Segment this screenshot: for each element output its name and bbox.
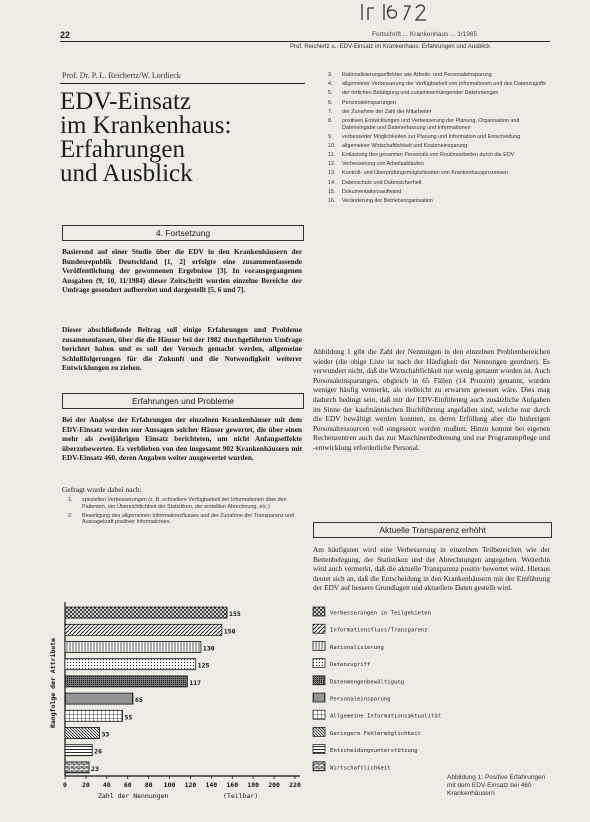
- intro-paragraph-2: Dieser abschließende Beitrag soll einige Erfahrungen und Probleme zusammenfassen, über die die Häuser bei der 1982 durchgeführten Umfrage berichtet haben und es soll der Versuch gemacht werden, allgemeine Schlußfolgerungen für die Zukunft und die Notwendigkeit weiterer Entwicklungen zu ziehen.: [62, 325, 302, 373]
- page-number: 22: [60, 30, 71, 40]
- chart-bar: [65, 762, 89, 773]
- list-item-number: 2.: [68, 512, 73, 519]
- left-question-list: [68, 497, 296, 529]
- chart-legend-label: Wirtschaftlichkeit: [330, 765, 391, 772]
- chart-x-tick-label: 80: [144, 781, 153, 789]
- article-title: [60, 90, 310, 186]
- chart-bar: [65, 642, 201, 653]
- journal-header: Fortschrift ... Krankenhaus ... 1/1985: [372, 31, 478, 38]
- chart-bar: [65, 659, 196, 670]
- list-item-text: Dokumentationsaufwand: [342, 188, 402, 195]
- figure-1-chart: [45, 598, 550, 803]
- title-line: und Ausblick: [60, 160, 193, 187]
- chart-legend-swatch: [313, 727, 325, 736]
- chart-x-tick-label: 120: [184, 781, 197, 789]
- list-item-number: 14.: [328, 179, 336, 186]
- chart-bar-value-label: 65: [134, 696, 143, 705]
- list-item-text: Entlastung des gesamten Personals von Routinearbeiten durch die EDV: [342, 152, 515, 159]
- header-rule: [60, 41, 550, 42]
- chart-x-tick-label: 180: [247, 781, 260, 789]
- list-item-text: der örtlichen Betätigung und zusammenhängender Datenmengen: [342, 90, 499, 97]
- chart-x-tick-label: 200: [268, 781, 280, 789]
- chart-x-tick-label: 140: [205, 781, 218, 789]
- list-item-number: 10.: [328, 142, 336, 149]
- chart-bar-value-label: 55: [124, 713, 133, 722]
- chart-legend-label: Personaleinsparung: [330, 696, 391, 703]
- list-item-text: der Zunahme der Zahl der Mitarbeiter: [342, 108, 432, 115]
- continuation-box: 4. Fortsetzung: [62, 225, 304, 241]
- list-item-text: Rationalisierungseffekten wie Arbeits- und Personaleinsparung: [342, 72, 492, 78]
- chart-legend-swatch: [313, 693, 325, 702]
- chart-bar-value-label: 23: [91, 764, 99, 773]
- chart-x-tick-label: 0: [63, 781, 67, 789]
- list-item-number: 1.: [68, 497, 73, 503]
- list-item-number: 9.: [328, 133, 333, 140]
- chart-legend-label: Rationalisierung: [330, 644, 384, 651]
- list-item-text: Personaleinsparungen: [342, 99, 396, 106]
- list-item: [328, 109, 550, 116]
- handwritten-note: [358, 0, 448, 24]
- list-item-text: speziellen Verbesserungen (z. B. schnellere Verfügbarkeit der Informationen über den Patienten, der Übersichtlichkeit der Statistiken, der erstellten Abrechnung, etc.): [82, 497, 287, 510]
- list-item: [328, 72, 550, 79]
- list-item: [328, 134, 550, 141]
- chart-legend-label: Datenzugriff: [330, 662, 371, 669]
- list-item: [328, 170, 550, 177]
- authors-rule: [60, 83, 305, 84]
- list-item-text: Verbesserung von Arbeitsabläufen: [342, 161, 425, 168]
- list-item: [328, 189, 550, 196]
- list-item-number: 13.: [328, 170, 336, 177]
- chart-y-axis-label: Rangfolge der Attribute: [49, 637, 57, 728]
- chart-legend-swatch: [313, 607, 325, 616]
- list-item: [328, 118, 550, 131]
- list-item-number: 5.: [328, 90, 333, 97]
- chart-x-tick-label: 100: [163, 781, 176, 789]
- chart-legend-swatch: [313, 762, 325, 771]
- list-item: [68, 497, 296, 510]
- list-item-number: 16.: [328, 198, 336, 205]
- chart-legend-swatch: [313, 641, 325, 650]
- chart-x-axis-label-extra: (Teilbar): [223, 792, 259, 800]
- asked-intro: Gefragt wurde dabei nach:: [62, 485, 142, 494]
- chart-legend-label: Geringere Fehlermöglichkeit: [330, 730, 421, 737]
- chart-x-tick-label: 220: [289, 781, 301, 789]
- title-line: Erfahrungen: [60, 136, 185, 163]
- right-paragraph: Abbildung 1 gibt die Zahl der Nennungen in den einzelnen Problembereichen wieder (die obige Liste ist nach der Häufigkeit der Nennungen geordnet). Es verwundert nicht, daß die Wirtschaftlichkeit nur wenig genannt worden ist. Auch Personaleinsparungen, obgleich in 65 Fällen (14 Prozent) genannt, wurden weniger häufig vermerkt, als vielleicht zu erwarten gewesen wäre. Dies mag dadurch bedingt sein, daß mit der EDV-Einführung auch zusätzliche Aufgaben im Sinne der kaufmännischen Buchführung angefallen sind, welche nur durch die EDV bewältigt werden konnten, zu deren Erfüllung aber die bisherigen Personalressourcen voll eingesetzt werden mußten. Hinzu kommt bei eigenen Rechenzentren auch das zur Maschinenbedienung und zur Programmpflege und -entwicklung erforderliche Personal.: [313, 347, 550, 452]
- list-item: [328, 81, 550, 88]
- list-item-text: allgemeiner Wirtschaftlichkeit und Kosteneinsparung: [342, 142, 468, 149]
- list-item-text: Kontroll- und Überprüfungsmöglichkeiten von Krankenhausprozessen: [342, 170, 509, 177]
- list-item: [328, 161, 550, 168]
- section2-paragraph: Am häufigsten wird eine Verbesserung in einzelnen Teilbereichen wie der Bettenbelegung, der Statistiken und der Abrechnungen angegeben. Weiterhin wird auch vermerkt, daß die aktuelle Transparenz positiv bewertet wird. Hieraus deutet sich an, daß die Entscheidung in den Krankenhäusern mit der Einführung der EDV auf bessere Grundlagen und aktuellere Daten gestellt wird.: [313, 545, 550, 593]
- running-title: Prof. Reichertz u.: EDV-Einsatz im Krankenhaus: Erfahrungen und Ausblick: [290, 44, 491, 50]
- chart-bar-value-label: 150: [223, 627, 236, 636]
- list-item-number: 11.: [328, 152, 336, 159]
- list-item: [328, 143, 550, 150]
- chart-x-tick-label: 60: [123, 781, 132, 789]
- chart-bar: [65, 710, 123, 721]
- list-item: [328, 152, 550, 159]
- chart-bar: [65, 624, 222, 635]
- chart-legend-label: Allgemeine Informationsaktualität: [330, 713, 442, 720]
- chart-legend-swatch: [313, 624, 325, 633]
- chart-legend-label: Verbesserungen in Teilgebieten: [330, 610, 432, 617]
- list-item: [328, 100, 550, 107]
- chart-bar: [65, 745, 92, 756]
- chart-bar-value-label: 33: [101, 730, 110, 739]
- chart-legend-label: Entscheidungsunterstützung: [330, 748, 418, 755]
- chart-bar: [65, 693, 133, 704]
- list-item: [328, 90, 550, 97]
- chart-bar-value-label: 26: [94, 747, 103, 756]
- chart-bar-value-label: 117: [189, 678, 202, 687]
- chart-legend-swatch: [313, 676, 325, 685]
- chart-x-tick-label: 160: [226, 781, 239, 789]
- list-item-number: 7.: [328, 108, 333, 115]
- chart-bar-value-label: 125: [197, 661, 210, 670]
- right-question-list: [328, 72, 550, 207]
- title-line: EDV-Einsatz: [60, 88, 191, 115]
- chart-bar-value-label: 155: [229, 610, 241, 619]
- chart-legend-label: Datenmengenbewältigung: [330, 679, 405, 686]
- intro-paragraph: Basierend auf einer Studie über die EDV in den Krankenhäusern der Bundesrepublik Deutschland [1, 2] erfolgte eine zusammenfassende Veröffentlichung der gewonnenen Ergebnisse [3]. In vorausgegangenen Ausgaben (9, 10, 11/1984) dieser Zeitschrift wurden einzelne Bereiche der Umfrage gesondert aufbereitet und dargestellt [5, 6 und 7].: [62, 247, 302, 295]
- list-item: [328, 180, 550, 187]
- chart-x-axis-label: Zahl der Nennungen: [98, 792, 169, 800]
- list-item-text: Datenschutz und Datensicherheit: [342, 179, 422, 186]
- chart-legend-label: Informationsfluss/Transparenz: [330, 627, 428, 634]
- section1-paragraph: Bei der Analyse der Erfahrungen der einzelnen Krankenhäuser mit dem EDV-Einsatz wurden nur Aussagen solcher Häuser gewertet, die über einen mehr als zweijährigen Einsatz berichteten, um nicht Anfangseffekte überzubewerten. Es verblieben von den insgesamt 902 Krankenhäusern mit EDV-Einsatz 460, deren Angaben weiter ausgewertet wurden.: [62, 415, 302, 463]
- list-item-text: verbesserter Möglichkeiten zur Planung und Information und Entscheidung: [342, 133, 521, 140]
- section-heading-box: Erfahrungen und Probleme: [62, 393, 304, 409]
- section2-heading-box: Aktuelle Transparenz erhöht: [313, 522, 552, 538]
- chart-legend-swatch: [313, 710, 325, 719]
- list-item-number: 15.: [328, 188, 336, 195]
- chart-bar: [65, 728, 100, 739]
- chart-bar-value-label: 130: [202, 644, 215, 653]
- chart-legend-swatch: [313, 745, 325, 754]
- list-item-number: 6.: [328, 99, 333, 106]
- list-item: [68, 513, 296, 526]
- chart-x-tick-label: 40: [102, 781, 111, 789]
- list-item-number: 4.: [328, 81, 333, 88]
- figure-caption: Abbildung 1: Positive Erfahrungen mit dem EDV-Einsatz bei 460 Krankenhäusern: [447, 774, 546, 797]
- chart-bar: [65, 676, 187, 687]
- list-item-text: positiven Entwicklungen und Verbesserung der Planung, Organisation und Dateneingabe und Datenerfassung und Informationen: [342, 117, 520, 131]
- chart-bar: [65, 607, 227, 618]
- list-item-text: Veränderung der Betriebsorganisation: [342, 198, 433, 205]
- list-item-text: allgemeiner Verbesserung der Verfügbarkeit von Informationen und des Datenzugriffs: [342, 81, 546, 88]
- list-item-number: 3.: [328, 72, 333, 78]
- chart-legend-swatch: [313, 659, 325, 668]
- title-line: im Krankenhaus:: [60, 112, 232, 139]
- list-item: [328, 198, 550, 205]
- list-item-text: Beseitigung des allgemeinen Informationsflusses und der Zunahme der Transparenz und Aussagekraft positiver Informationen.: [82, 512, 295, 526]
- chart-x-tick-label: 20: [81, 781, 90, 789]
- authors: Prof. Dr. P. L. Reichertz/W. Lordieck: [62, 71, 181, 80]
- list-item-number: 12.: [328, 161, 336, 168]
- list-item-number: 8.: [328, 117, 333, 124]
